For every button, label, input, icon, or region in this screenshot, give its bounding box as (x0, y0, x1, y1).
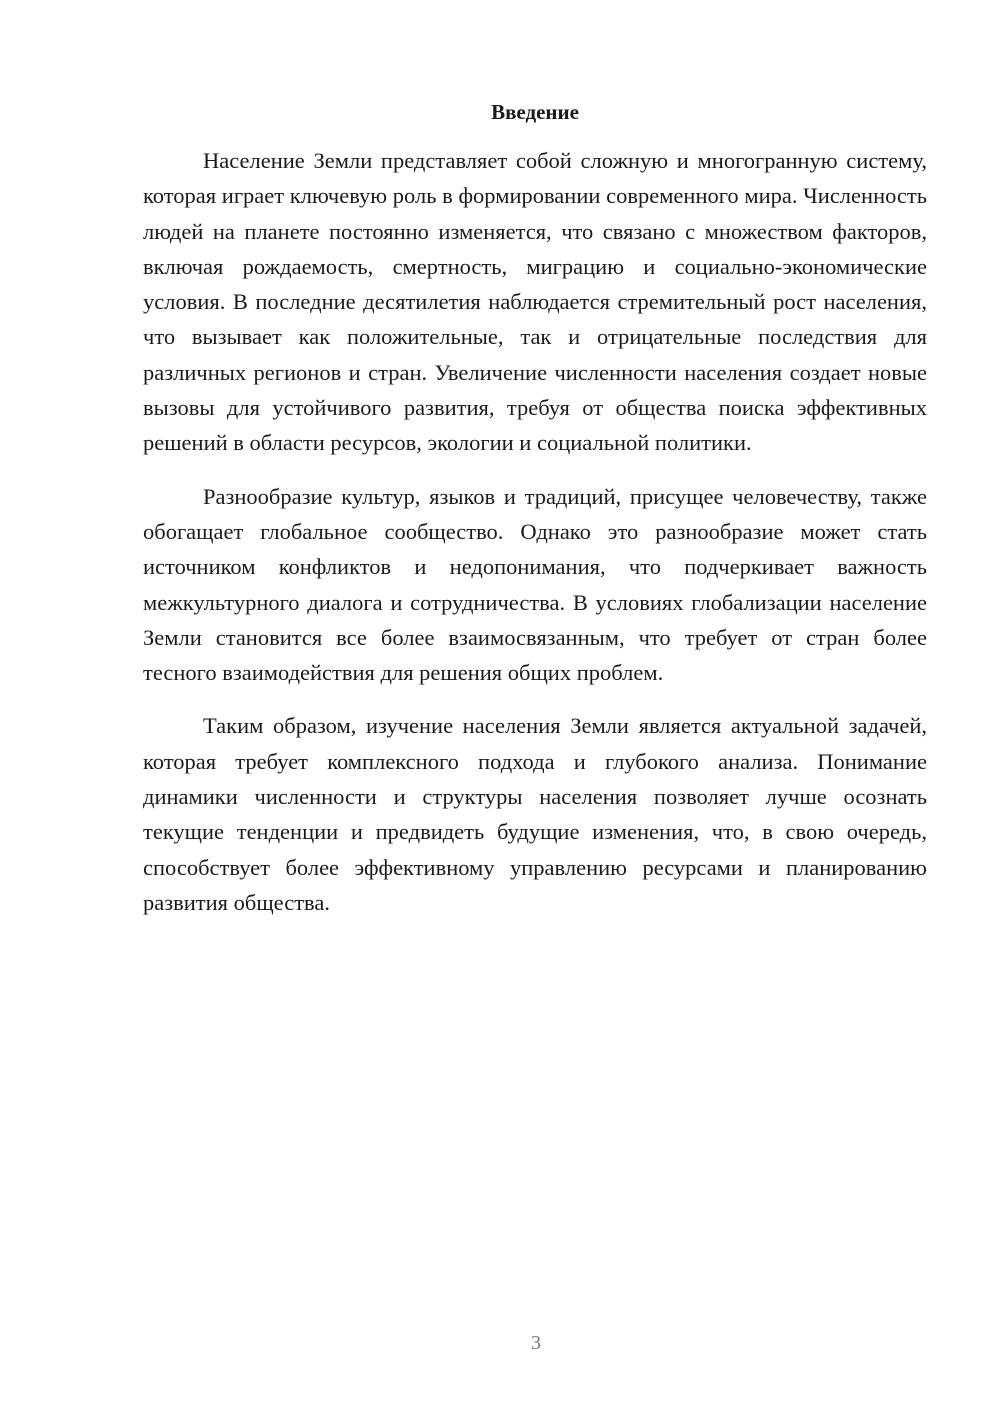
body-text (143, 143, 927, 938)
page-number: 3 (531, 1332, 541, 1354)
paragraph-2: Разнообразие культур, языков и традиций, присущее человечеству, также обогащает глобальное сообщество. Однако это разнообразие может стать источником конфликтов и недопонимания, что подчеркивает важность межкультурного диалога и сотрудничества. В условиях глобализации население Земли становится все более взаимосвязанным, что требует от стран более тесного взаимодействия для решения общих проблем. (143, 483, 927, 686)
paragraph-1: Население Земли представляет собой сложную и многогранную систему, которая играет ключевую роль в формировании современного мира. Численность людей на планете постоянно изменяется, что связано с множеством факторов, включая рождаемость, смертность, миграцию и социально-экономические условия. В последние десятилетия наблюдается стремительный рост населения, что вызывает как положительные, так и отрицательные последствия для различных регионов и стран. Увеличение численности населения создает новые вызовы для устойчивого развития, требуя от общества поиска эффективных решений в области ресурсов, экологии и социальной политики. (143, 148, 927, 456)
section-heading: Введение (491, 100, 579, 124)
paragraph-3: Таким образом, изучение населения Земли является актуальной задачей, которая требует комплексного подхода и глубокого анализа. Понимание динамики численности и структуры населения позволяет лучше осознать текущие тенденции и предвидеть будущие изменения, что, в свою очередь, способствует более эффективному управлению ресурсами и планированию развития общества. (143, 713, 927, 915)
